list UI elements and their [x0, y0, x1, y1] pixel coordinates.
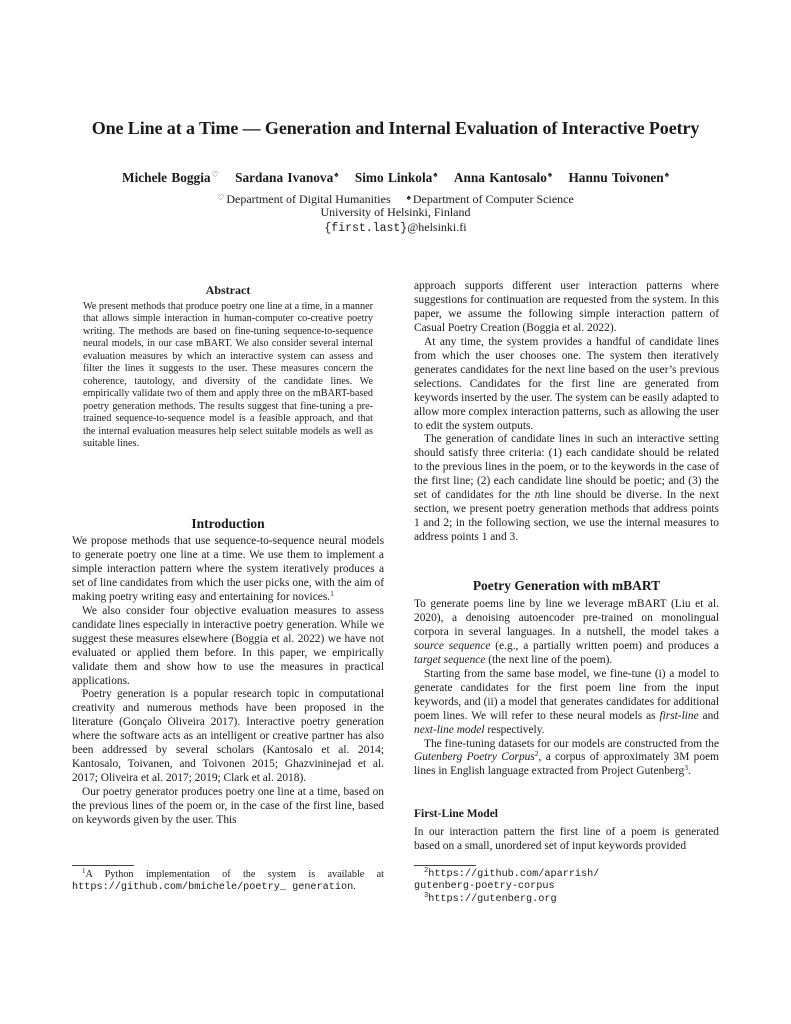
footnote-link[interactable]: https://github.com/aparrish/: [428, 869, 600, 880]
footnote-link[interactable]: https://gutenberg.org: [428, 894, 557, 905]
footnote-link[interactable]: https://github.com/bmichele/poetry_ generation: [72, 882, 354, 894]
affiliation-university: University of Helsinki, Finland: [320, 205, 471, 219]
footnote-3: $^3$https://gutenberg.org: [424, 892, 557, 905]
abstract-heading: Abstract: [205, 283, 251, 297]
footnote-1: $^1$A Python implementation of the system is available at https://github.com/bmichele/poetry_ generation.: [72, 867, 384, 894]
right-column-body: approach supports different user interaction patterns where suggestions for continuation are requested from the system. In this paper, we assume the following simple interaction pattern of Casual Poetry Creation (Boggia et al. 2022). At any time, the system provides a handful of candidate lines from which the user chooses one. The system then iteratively generates candidates for the next line based on the user’s previous selections. Candidates for the first line are generated from keywords inserted by the user. The system can be easily adapted to allow more complex interaction patterns, such as allowing the user to edit the system outputs. The generation of candidate lines in such an interactive setting should satisfy three criteria: (1) each candidate should be related to the previous lines in the poem, or to the keywords in the case of the first line; (2) each candidate line should be poetic; and (3) the set of candidates for the nth line should be diverse. In the next section, we present poetry generation methods that address points 1 and 2; in the following section, we use the internal measures to address points 1 and 3.: [414, 280, 719, 544]
author: Hannu Toivonen♠: [568, 170, 669, 185]
author: Anna Kantosalo♠: [453, 170, 553, 185]
author-list: [0, 170, 791, 186]
mbart-section-heading: Poetry Generation with mBART: [472, 578, 661, 593]
footnote-divider: [72, 865, 134, 866]
affiliations-departments: ♡ Department of Digital Humanities ♠ Department of Computer Science: [217, 192, 574, 206]
footnote-divider: [414, 865, 476, 866]
author: Simo Linkola♠: [354, 170, 438, 185]
footnote-2: $^2$https://github.com/aparrish/ gutenberg-poetry-corpus: [414, 867, 600, 893]
abstract-body: We present methods that produce poetry one line at a time, in a manner that allows simple interaction in human-computer co-creative poetry writing. The methods are based on fine-tuning sequence-to-sequence neural models, in our case mBART. We also consider several internal evaluation measures by which an interactive system can assess and filter the lines it suggests to the user. These measures concern the coherence, tautology, and diversity of the candidate lines. We empirically validate two of them and apply three on the mBART-based poetry generation methods. The results suggest that fine-tuning a pre-trained sequence-to-sequence model is a feasible approach, and that the internal evaluation measures help select suitable models as well as suitable lines.: [83, 301, 373, 449]
first-line-model-body: In our interaction pattern the first line of a poem is generated based on a small, unordered set of input keywords provided: [414, 826, 719, 852]
introduction-body: We propose methods that use sequence-to-sequence neural models to generate poetry one line at a time. We use them to implement a simple interaction pattern where the system iteratively produces a set of line candidates from which the user picks one, with the aim of making poetry writing easy and entertaining for novices.$^1$ We also consider four objective evaluation measures to assess candidate lines especially in interactive poetry generation. While we suggest these measures elsewhere (Boggia et al. 2022) we have not evaluated or applied them before. In this paper, we empirically validate them and show how to use the measures in practical applications. Poetry generation is a popular research topic in computational creativity and numerous methods have been proposed in the literature (Gonçalo Oliveira 2017). Interactive poetry generation where the software acts as an intelligent or creative partner has also been addressed by several scholars (Kantosalo et al. 2014; Kantosalo, Toivanen, and Toivonen 2015; Ghazvininejad et al. 2017; Oliveira et al. 2017; 2019; Clark et al. 2018). Our poetry generator produces poetry one line at a time, based on the previous lines of the poem or, in the case of the first line, based on keywords given by the user. This: [72, 535, 384, 827]
introduction-heading: Introduction: [191, 516, 265, 531]
author-email: {first.last}@helsinki.fi: [324, 220, 467, 235]
author: Michele Boggia♡: [122, 170, 219, 185]
first-line-model-heading: First-Line Model: [414, 808, 498, 820]
mbart-section-body: To generate poems line by line we leverage mBART (Liu et al. 2020), a denoising autoencoder pre-trained on monolingual corpora in several languages. In a nutshell, the model takes a source sequence (e.g., a partially written poem) and produces a target sequence (the next line of the poem). Starting from the same base model, we fine-tune (i) a model to generate candidates for the first poem line from the input keywords, and (ii) a model that generates candidates for additional poem lines. We will refer to these neural models as first-line and next-line model respectively. The fine-tuning datasets for our models are constructed from the Gutenberg Poetry Corpus$^2$, a corpus of approximately 3M poem lines in English language extracted from Project Gutenberg$^3$.: [414, 598, 719, 778]
paper-title: One Line at a Time — Generation and Internal Evaluation of Interactive Poetry: [91, 118, 700, 138]
footnote-link[interactable]: gutenberg-poetry-corpus: [414, 881, 555, 893]
author: Sardana Ivanova♠: [235, 170, 339, 185]
